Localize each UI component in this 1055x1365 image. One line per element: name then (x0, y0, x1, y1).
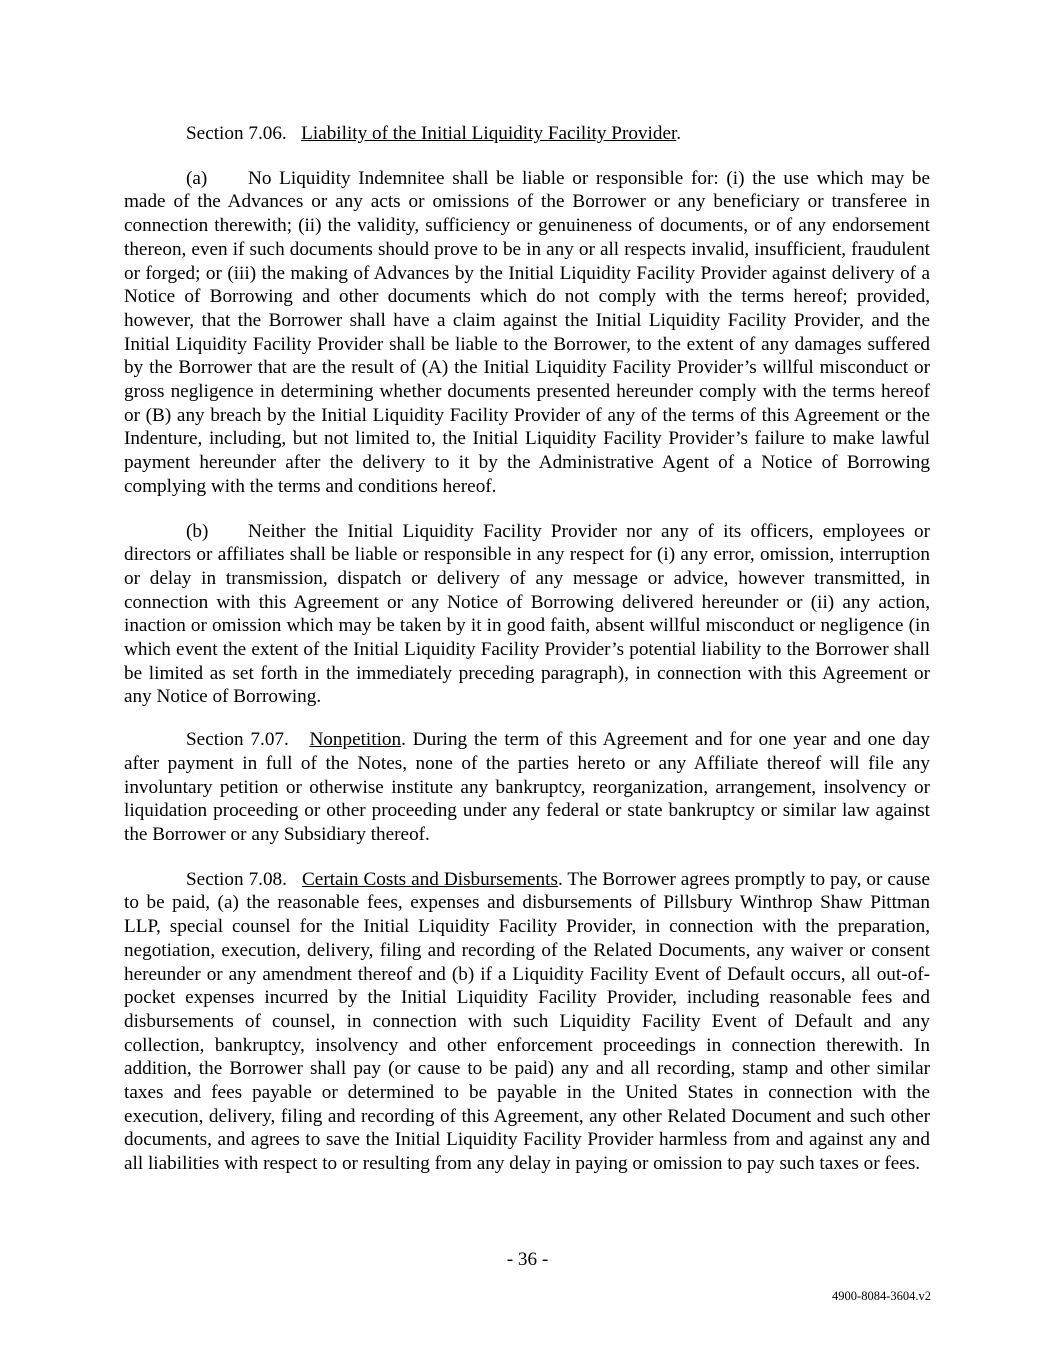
section-number: Section 7.07. (186, 729, 289, 751)
section-7-06-paragraph-a (124, 167, 930, 499)
section-number: Section 7.06. (186, 123, 287, 144)
page-number: - 36 - (506, 1249, 549, 1270)
section-title: Nonpetition (309, 729, 402, 751)
document-page (124, 122, 930, 1197)
section-7-06-heading (124, 122, 930, 146)
section-text: . The Borrower agrees promptly to pay, or cause to be paid, (a) the reasonable fees, expenses and disbursements of Pillsbury Winthrop Shaw Pittman LLP, special counsel for the Initial Liquidity Facility Provider, in connection with the preparation, negotiation, execution, delivery, filing and recording of the Related Documents, any waiver or consent hereunder or any amendment thereof and (b) if a Liquidity Facility Event of Default occurs, all out-of-pocket expenses incurred by the Initial Liquidity Facility Provider, including reasonable fees and disbursements of counsel, in connection with such Liquidity Facility Event of Default and any collection, bankruptcy, insolvency and other enforcement proceedings in connection therewith. In addition, the Borrower shall pay (or cause to be paid) any and all recording, stamp and other similar taxes and fees payable or determined to be payable in the United States in connection with the execution, delivery, filing and recording of this Agreement, any other Related Document and such other documents, and agrees to save the Initial Liquidity Facility Provider harmless from and against any and all liabilities with respect to or resulting from any delay in paying or omission to pay such taxes or fees. (124, 868, 930, 1175)
paragraph-label: (b) (186, 520, 209, 542)
section-number: Section 7.08. (186, 868, 287, 890)
section-7-08 (124, 868, 930, 1176)
paragraph-label: (a) (186, 167, 208, 189)
section-7-07 (124, 728, 930, 847)
section-title: Certain Costs and Disbursements (302, 868, 558, 890)
section-title-end: . (676, 123, 682, 144)
document-id: 4900-8084-3604.v2 (832, 1289, 931, 1303)
section-title: Liability of the Initial Liquidity Facility Provider (301, 123, 677, 144)
paragraph-text: No Liquidity Indemnitee shall be liable or responsible for: (i) the use which may be made of the Advances or any acts or omissions of the Borrower or any beneficiary or transferee in connection therewith; (ii) the validity, sufficiency or genuineness of documents, or of any endorsement thereon, even if such documents should prove to be in any or all respects invalid, insufficient, fraudulent or forged; or (iii) the making of Advances by the Initial Liquidity Facility Provider against delivery of a Notice of Borrowing and other documents which do not comply with the terms hereof; provided, however, that the Borrower shall have a claim against the Initial Liquidity Facility Provider, and the Initial Liquidity Facility Provider shall be liable to the Borrower, to the extent of any damages suffered by the Borrower that are the result of (A) the Initial Liquidity Facility Provider’s willful misconduct or gross negligence in determining whether documents presented hereunder comply with the terms hereof or (B) any breach by the Initial Liquidity Facility Provider of any of the terms of this Agreement or the Indenture, including, but not limited to, the Initial Liquidity Facility Provider’s failure to make lawful payment hereunder after the delivery to it by the Administrative Agent of a Notice of Borrowing complying with the terms and conditions hereof. (124, 167, 930, 497)
paragraph-text: Neither the Initial Liquidity Facility Provider nor any of its officers, employees or directors or affiliates shall be liable or responsible in any respect for (i) any error, omission, interruption or delay in transmission, dispatch or delivery of any message or advice, however transmitted, in connection with this Agreement or any Notice of Borrowing delivered hereunder or (ii) any action, inaction or omission which may be taken by it in good faith, absent willful misconduct or negligence (in which event the extent of the Initial Liquidity Facility Provider’s potential liability to the Borrower shall be limited as set forth in the immediately preceding paragraph), in connection with this Agreement or any Notice of Borrowing. (124, 520, 930, 708)
section-text: . During the term of this Agreement and for one year and one day after payment in full of the Notes, none of the parties hereto or any Affiliate thereof will file any involuntary petition or otherwise institute any bankruptcy, reorganization, arrangement, insolvency or liquidation proceeding or other proceeding under any federal or state bankruptcy or similar law against the Borrower or any Subsidiary thereof. (124, 729, 930, 845)
section-7-06-paragraph-b (124, 520, 930, 710)
